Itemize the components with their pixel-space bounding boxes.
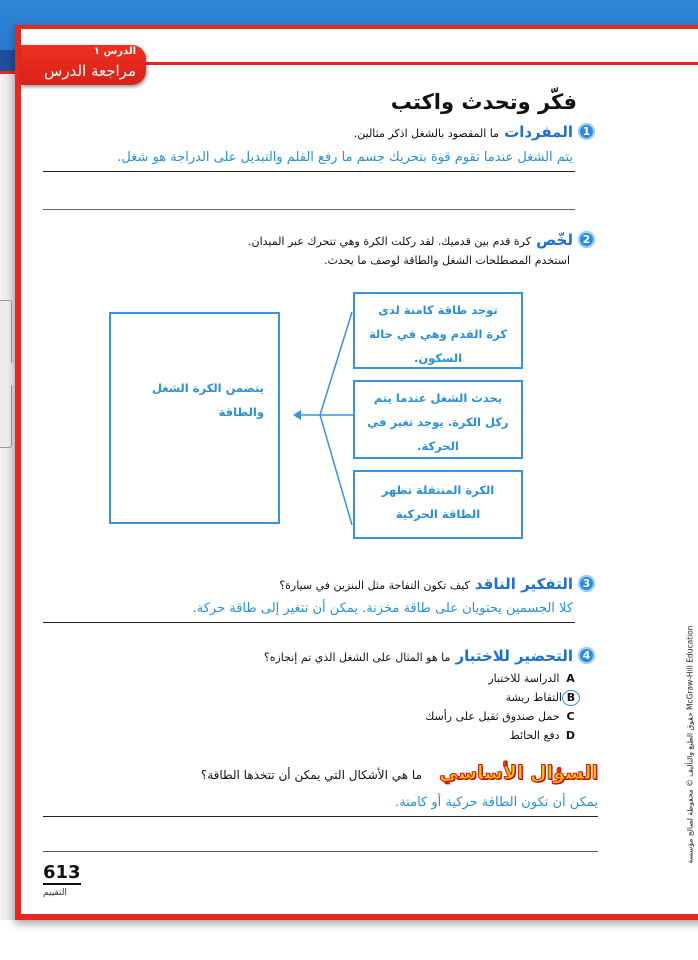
option-letter-circled: B	[562, 690, 580, 706]
essential-question-label: السؤال الأساسي	[439, 762, 598, 784]
option-text: الدراسة للاختبار	[488, 672, 560, 685]
question-3	[279, 574, 573, 593]
diagram-connector-arrows	[285, 300, 360, 540]
question-number-2: 2	[578, 231, 595, 248]
question-text: ما المقصود بالشغل اذكر مثالين.	[353, 127, 500, 140]
section-name: التقييم	[43, 888, 67, 898]
question-number-1: 1	[578, 123, 595, 140]
question-number-4: 4	[578, 647, 595, 664]
option-d[interactable]	[510, 729, 578, 742]
arrow-left-icon	[293, 410, 301, 420]
detail-box-3[interactable]: الكرة المنتقلة تظهر الطاقة الحركية	[353, 470, 523, 539]
question-label: المفردات	[504, 123, 573, 141]
option-letter: D	[565, 729, 576, 742]
question-label: التفكير الناقد	[474, 575, 573, 593]
question-4	[264, 646, 573, 665]
page-number: 613	[43, 862, 81, 883]
lesson-tab	[21, 45, 146, 85]
summary-box[interactable]: يتضمن الكرة الشغل والطاقة	[109, 312, 280, 524]
question-number-3: 3	[578, 575, 595, 592]
option-letter: A	[566, 672, 575, 685]
question-text-line2: استخدم المصطلحات الشغل والطاقة لوصف ما يحدث.	[324, 254, 570, 267]
question-text: كيف تكون التفاحة مثل البنزين في سيارة؟	[279, 579, 470, 592]
question-label: لخّص	[536, 231, 573, 249]
option-letter: C	[566, 710, 575, 723]
question-text: ما هو المثال على الشغل الذي تم إنجازه؟	[263, 651, 451, 664]
option-c[interactable]	[425, 710, 578, 723]
detail-box-2[interactable]: يحدث الشغل عندما يتم ركل الكرة. يوجد تغير في الحركة.	[353, 380, 523, 459]
question-1	[354, 122, 573, 141]
option-text: دفع الحائط	[509, 729, 560, 742]
essential-question	[201, 762, 598, 784]
answer-1[interactable]: يتم الشغل عندما تقوم قوة بتحريك جسم ما رفع القلم والتبديل على الدراجة هو شغل.	[117, 150, 573, 165]
answer-line	[43, 851, 598, 852]
header-rule	[140, 62, 698, 65]
option-text: حمل صندوق ثقيل على رأسك	[425, 710, 560, 723]
section-title: فكّر وتحدث واكتب	[390, 90, 577, 114]
detail-box-1[interactable]: توجد طاقة كامنة لدى كرة القدم وهي في حالة السكون.	[353, 292, 523, 369]
answer-line	[43, 171, 575, 172]
question-2	[248, 230, 573, 249]
option-text: التقاط ريشة	[505, 691, 562, 704]
question-text: ما هي الأشكال التي يمكن أن تتخذها الطاقة؟	[200, 768, 422, 782]
option-a[interactable]	[488, 672, 578, 685]
copyright-credit: McGraw-Hill Education حقوق الطبع والتأليف © محفوظة لصالح مؤسسة	[685, 625, 695, 864]
option-b-selected[interactable]	[506, 690, 580, 706]
answer-3[interactable]: كلا الجسمين يحتويان على طاقة مخزنة. يمكن أن تتغير إلى طاقة حركة.	[192, 601, 573, 616]
question-label: التحضير للاختبار	[455, 647, 573, 665]
answer-line	[43, 816, 598, 817]
essential-answer[interactable]: يمكن أن تكون الطاقة حركية أو كامنة.	[395, 795, 598, 810]
answer-line	[43, 622, 575, 623]
question-text: كرة قدم بين قدميك. لقد ركلت الكرة وهي تتحرك عبر الميدان.	[248, 235, 531, 248]
answer-line	[43, 209, 575, 210]
lesson-title: مراجعة الدرس	[44, 62, 136, 80]
lesson-number: الدرس ١	[93, 46, 136, 57]
